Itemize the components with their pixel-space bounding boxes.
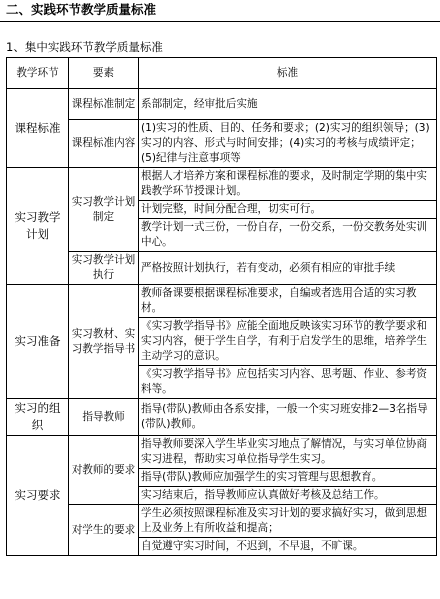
standard-cell: 指导(带队)教师应加强学生的实习管理与思想教育。	[139, 469, 437, 487]
table-row	[7, 436, 437, 469]
element-cell: 实习教学计划执行	[69, 252, 139, 285]
table-row	[7, 89, 437, 120]
standard-cell: 指导(带队)教师由各系安排，一般一个实习班安排2—3名指导(带队)教师。	[139, 399, 437, 436]
table-row	[7, 120, 437, 168]
standard-cell: 实习结束后，指导教师应认真做好考核及总结工作。	[139, 487, 437, 505]
standard-cell: 根据人才培养方案和课程标准的要求，及时制定学期的集中实践教学环节授课计划。	[139, 168, 437, 201]
table-row	[7, 399, 437, 436]
standard-cell: 系部制定，经审批后实施	[139, 89, 437, 120]
table-row	[7, 168, 437, 201]
element-cell: 对学生的要求	[69, 505, 139, 556]
title-divider	[0, 21, 440, 22]
stage-cell: 实习的组织	[7, 399, 69, 436]
stage-cell: 课程标准	[7, 89, 69, 168]
stage-cell: 实习教学计划	[7, 168, 69, 285]
quality-standard-table	[6, 57, 437, 556]
standard-cell: 教学计划一式三份，一份自存，一份交系，一份交教务处实训中心。	[139, 219, 437, 252]
subsection-title: 1、集中实践环节教学质量标准	[6, 40, 163, 54]
header-teaching-stage: 教学环节	[7, 58, 69, 89]
table-row	[7, 252, 437, 285]
element-cell: 指导教师	[69, 399, 139, 436]
standard-cell: 学生必须按照课程标准及实习计划的要求搞好实习，做到思想上及业务上有所收益和提高；	[139, 505, 437, 538]
standard-cell: 严格按照计划执行，若有变动，必须有相应的审批手续	[139, 252, 437, 285]
table-row	[7, 505, 437, 538]
element-cell: 课程标准制定	[69, 89, 139, 120]
element-cell: 实习教材、实习教学指导书	[69, 285, 139, 399]
header-standard: 标准	[139, 58, 437, 89]
table-body	[7, 89, 437, 556]
table-row	[7, 285, 437, 318]
stage-cell: 实习要求	[7, 436, 69, 556]
table-header-row	[7, 58, 437, 89]
standard-cell: 教师备课要根据课程标准要求，自编或者选用合适的实习教材。	[139, 285, 437, 318]
element-cell: 对教师的要求	[69, 436, 139, 505]
standard-cell: 计划完整，时间分配合理，切实可行。	[139, 201, 437, 219]
section-title: 二、实践环节教学质量标准	[6, 2, 157, 17]
standard-cell: (1)实习的性质、目的、任务和要求；(2)实习的组织领导；(3)实习的内容、形式与时间安排；(4)实习的考核与成绩评定；(5)纪律与注意事项等	[139, 120, 437, 168]
stage-cell: 实习准备	[7, 285, 69, 399]
standard-cell: 指导教师要深入学生毕业实习地点了解情况，与实习单位协商实习进程，帮助实习单位指导学生实习。	[139, 436, 437, 469]
element-cell: 实习教学计划制定	[69, 168, 139, 252]
element-cell: 课程标准内容	[69, 120, 139, 168]
standard-cell: 《实习教学指导书》应包括实习内容、思考题、作业、参考资料等。	[139, 366, 437, 399]
header-element: 要素	[69, 58, 139, 89]
standard-cell: 《实习教学指导书》应能全面地反映该实习环节的教学要求和实习内容，便于学生自学，有利于启发学生的思维，培养学生主动学习的意识。	[139, 318, 437, 366]
standard-cell: 自觉遵守实习时间，不迟到，不早退，不旷课。	[139, 538, 437, 556]
